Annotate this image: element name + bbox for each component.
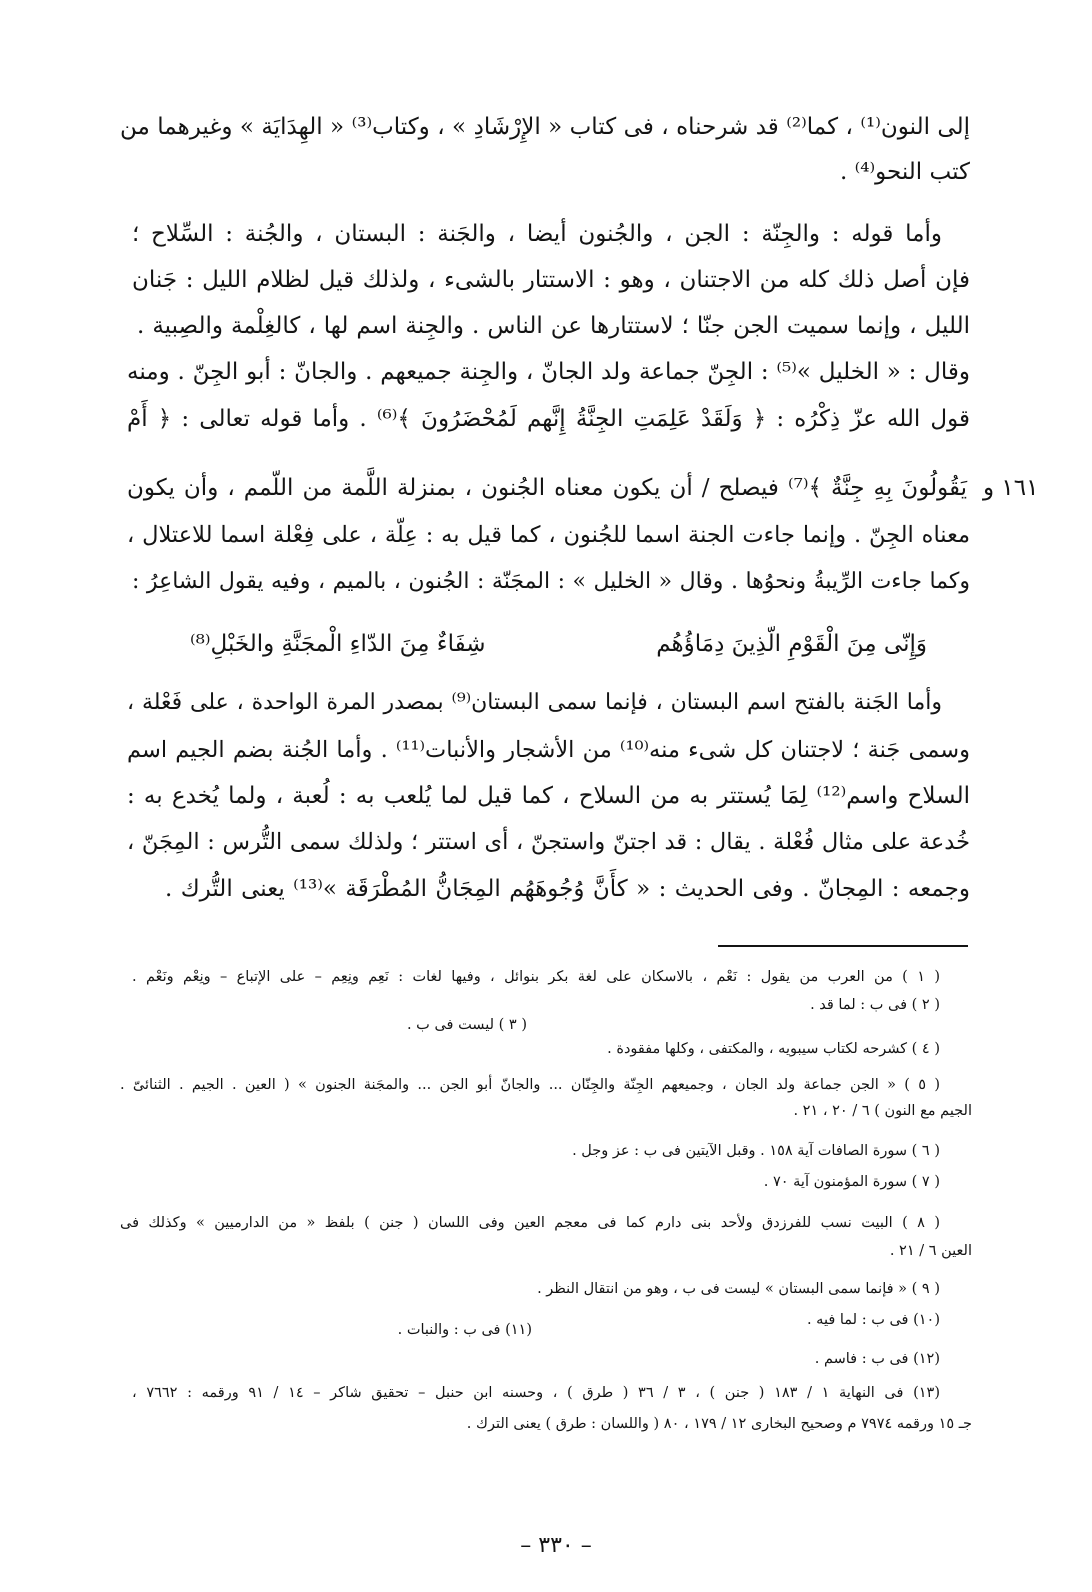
footnote-2: ( ٢ ) فى ب : لما قد . [810,997,940,1013]
footnote-13-continued: جـ ١٥ ورقمه ٧٩٧٤ م وصحيح البخارى ١٢ / ١٧٩ ، ٨٠ ( واللسان : طرق ) يعنى الترك . [466,1416,972,1432]
body-line-10: وكما جاءت الرِّيبةُ ونحوُها . وقال « الخليل » : المجَنّة : الجُنون ، بالميم ، وفيه يقول الشاعِرُ : [132,569,970,594]
body-line-15: وجمعه : المِجانّ . وفى الحديث : « كأَنَّ وُجُوهَهُم المِجَانُّ المُطْرَقَة »⁽¹³⁾ يعنى التُّرك . [165,876,970,902]
page-number: – ٣٣٠ – [520,1533,592,1558]
body-line-13: السلاح واسم⁽¹²⁾ لِمَا يُستتر به من السلاح ، كما قيل لما يُلعب به : لُعبة ، ولما يُخدع به : [127,783,970,809]
body-line-5: الليل ، وإنما سميت الجن جنّا ؛ لاستتارها عن الناس . والجِنة اسم لها ، كالغِلْمة والصِبية . [137,313,970,339]
footnote-10: (١٠) فى ب : لما فيه . [806,1312,940,1328]
footnote-11: (١١) فى ب : والنبات . [397,1322,532,1338]
body-line-1: إلى النون⁽¹⁾ ، كما⁽²⁾ قد شرحناه ، فى كتاب « الإِرْشَادِ » ، وكتاب⁽³⁾ « الهِدَايَة » وغيرهما من [120,114,970,140]
verse-first-hemistich: وَإِنّى مِنَ الْقَوْمِ الّذِينَ دِمَاؤُهُم [656,631,927,657]
body-line-4: فإن أصل ذلك كله من الاجتنان ، وهو : الاستتار بالشىء ، ولذلك قيل لظلام الليل : جَنان [132,267,970,293]
body-line-8: يَقُولُونَ بِهِ جِنَّةٌ ﴾⁽⁷⁾ فيصلح / أن يكون معناه الجُنون ، بمنزلة اللَّمة من اللّمم ، وأن يكون [127,475,968,501]
footnote-8: ( ٨ ) البيت نسب للفرزدق ولأحد بنى دارم كما فى معجم العين وفى اللسان ( جنن ) بلفظ « من الدارميين » وكذلك فى [120,1215,940,1231]
footnote-5: ( ٥ ) « الجن جماعة ولد الجان ، وجميعهم الجِنّة والجِنّان ... والجانّ أبو الجن ... والمجَنة الجنون » ( العين . الجيم . الثنائىّ . [120,1077,940,1093]
margin-folio-reference: ١٦١ و [983,475,1039,501]
body-line-6: وقال : « الخليل »⁽⁵⁾ : الجِنّ جماعة ولد الجانّ ، والجِنة جميعهم . والجانّ : أبو الجِنّ . ومنه [127,359,970,385]
body-line-3: وأما قوله : والجِنّة : الجن ، والجُنون أيضا ، والجَنة : البستان ، والجُنة : السِّلاح ؛ [132,221,942,247]
footnote-13: (١٣) فى النهاية ١ / ١٨٣ ( جنن ) ، ٣ / ٣٦ ( طرق ) ، وحسنه ابن حنبل – تحقيق شاكر – ١٤ / ٩١ ورقمه : ٧٦٦٢ ، [132,1385,940,1401]
footnote-separator [718,945,968,947]
footnote-6: ( ٦ ) سورة الصافات آية ١٥٨ . وقبل الآيتين فى ب : عز وجل . [572,1143,940,1159]
footnote-3: ( ٣ ) ليست فى ب . [406,1017,527,1033]
footnote-5-continued: الجيم مع النون ) ٦ / ٢٠ ، ٢١ . [793,1103,972,1119]
footnote-8-continued: العين ٦ / ٢١ . [889,1243,972,1259]
footnote-12: (١٢) فى ب : فاسم . [814,1351,940,1367]
verse-second-hemistich: شِفَاءٌ مِنَ الدّاءِ الْمجَنَّةِ والخَبْلِ⁽⁸⁾ [190,631,486,657]
footnote-7: ( ٧ ) سورة المؤمنون آية ٧٠ . [763,1174,940,1190]
body-line-11: وأما الجَنة بالفتح اسم البستان ، فإنما سمى البستان⁽⁹⁾ بمصدر المرة الواحدة ، على فَعْلة ، [127,690,942,715]
footnote-9: ( ٩ ) « فإنما سمى البستان » ليست فى ب ، وهو من انتقال النظر . [537,1281,940,1297]
body-line-2: كتب النحو⁽⁴⁾ . [839,159,970,185]
body-line-7: قول الله عزّ ذِكْرُه : ﴿ وَلَقَدْ عَلِمَتِ الجِنَّةُ إِنَّهم لَمُحْضَرُونَ ﴾⁽⁶⁾ . وأما قوله تعالى : ﴿ أَمْ [127,406,971,432]
body-line-14: خُدعة على مثال فُعْلة . يقال : قد اجتنّ واستجنّ ، أى استتر ؛ ولذلك سمى التُّرس : المِجَنّ ، [127,829,970,855]
body-line-12: وسمى جَنة ؛ لاجتنان كل شىء منه⁽¹⁰⁾ من الأشجار والأنبات⁽¹¹⁾ . وأما الجُنة بضم الجيم اسم [127,737,970,763]
footnote-4: ( ٤ ) كشرحه لكتاب سيبويه ، والمكتفى ، وكلها مفقودة . [607,1041,940,1057]
body-line-9: معناه الجِنّ . وإنما جاءت الجنة اسما للجُنون ، كما قيل به : عِلّة ، على فِعْلة اسما للاعتلال ، [127,522,970,548]
footnote-1: ( ١ ) من العرب من يقول : نَعْم ، بالاسكان على لغة بكر بنوائل ، وفيها لغات : نَعِم ونِعِم – على الإتباع – ونِعْم ونَعْم . [132,969,940,985]
